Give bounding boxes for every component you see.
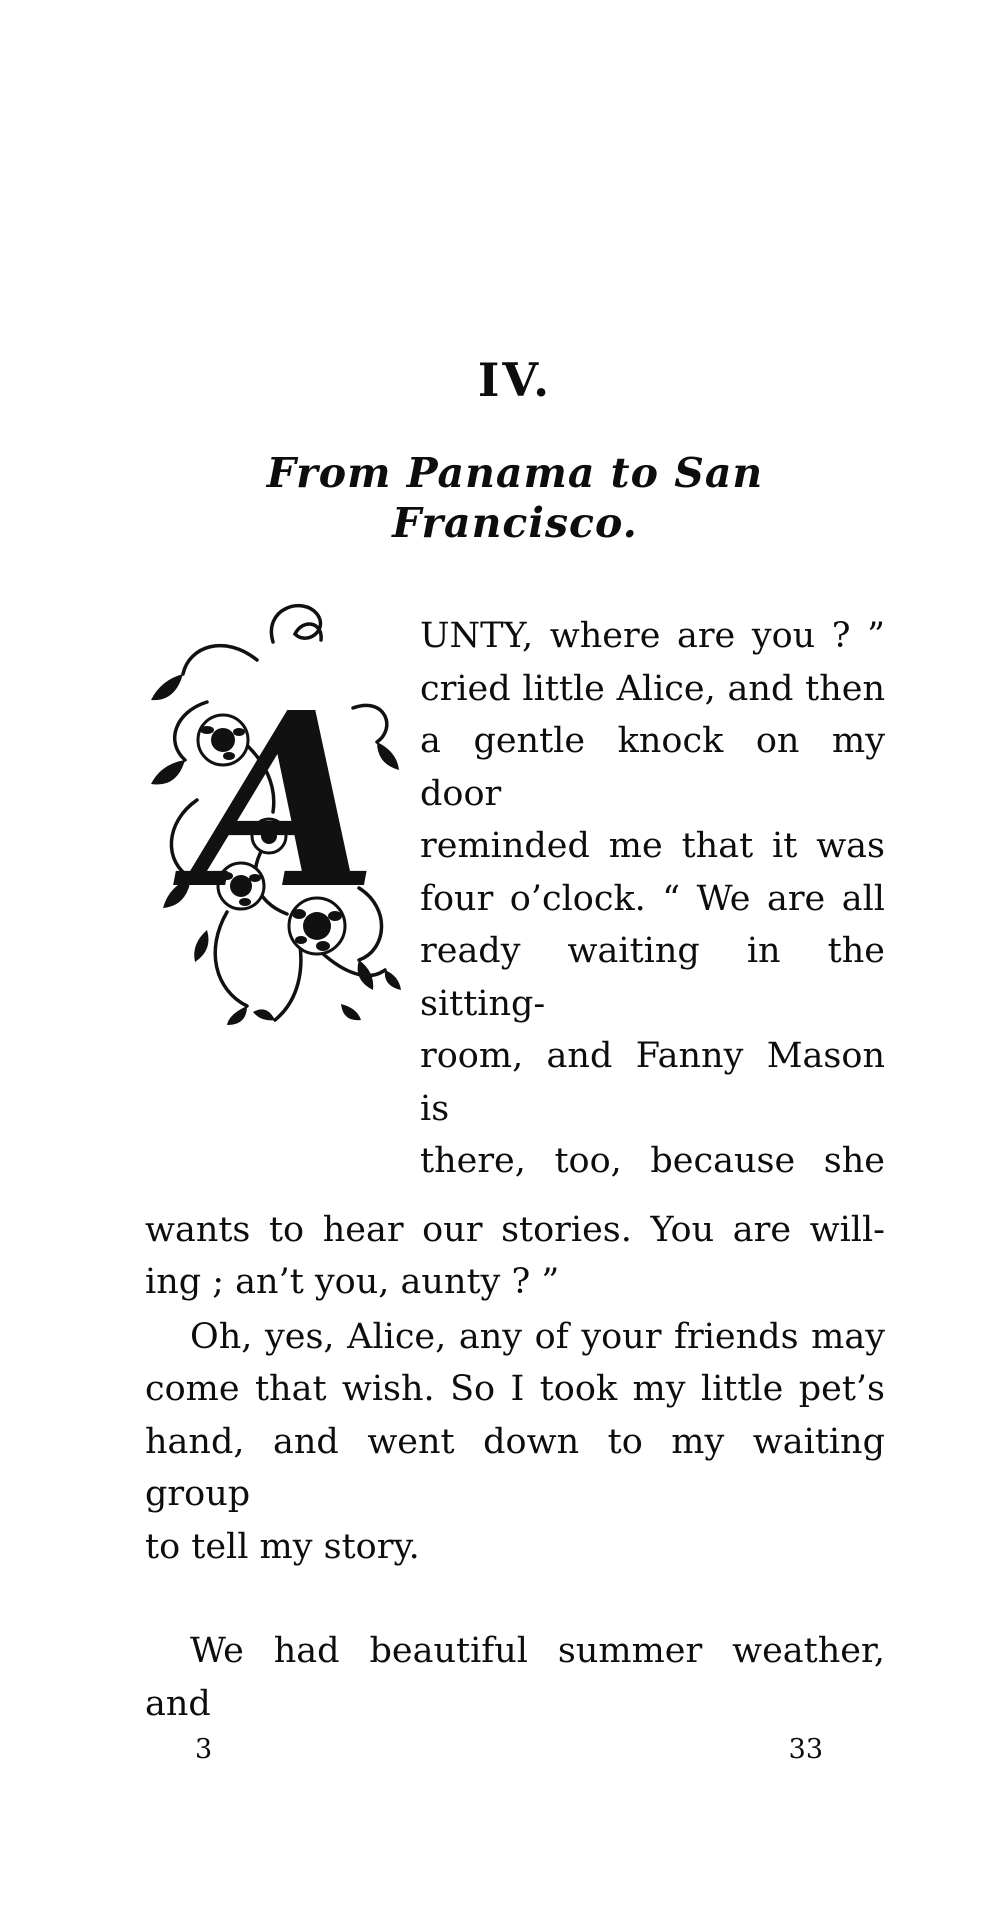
text-line: come that wish. So I took my little pet’s bbox=[145, 1369, 885, 1409]
second-paragraph bbox=[145, 1311, 885, 1574]
floral-initial-illustration bbox=[145, 590, 410, 1025]
text-line: reminded me that it was bbox=[420, 826, 885, 866]
chapter-number: IV. bbox=[477, 353, 553, 407]
opening-section bbox=[145, 590, 885, 1188]
text-line: a gentle knock on my door bbox=[420, 721, 885, 814]
opening-paragraph-column bbox=[420, 610, 885, 1188]
opening-paragraph-continuation bbox=[145, 1204, 885, 1309]
text-line: ing ; an’t you, aunty ? ” bbox=[145, 1262, 560, 1302]
page-number: 33 bbox=[788, 1734, 823, 1765]
drop-cap-letter: A bbox=[191, 660, 379, 942]
text-line: UNTY, where are you ? ” bbox=[420, 616, 885, 656]
floral-initial-svg bbox=[145, 590, 410, 1025]
text-line: Oh, yes, Alice, any of your friends may bbox=[190, 1316, 885, 1357]
text-line: wants to hear our stories. You are will- bbox=[145, 1209, 885, 1250]
text-line: We had beautiful summer weather, and bbox=[145, 1631, 885, 1724]
signature-mark: 3 bbox=[195, 1734, 213, 1765]
text-line: to tell my story. bbox=[145, 1526, 420, 1567]
text-line: room, and Fanny Mason is bbox=[420, 1036, 885, 1129]
text-line: hand, and went down to my waiting group bbox=[145, 1421, 885, 1514]
book-page bbox=[0, 353, 1007, 1927]
text-line: there, too, because she bbox=[420, 1141, 885, 1181]
chapter-title: From Panama to San Francisco. bbox=[266, 449, 764, 547]
third-paragraph bbox=[145, 1625, 885, 1730]
page-footer bbox=[145, 1733, 885, 1767]
text-line: ready waiting in the sitting- bbox=[420, 931, 885, 1024]
text-line: four o’clock. “ We are all bbox=[420, 878, 885, 919]
text-line: cried little Alice, and then bbox=[420, 668, 885, 709]
